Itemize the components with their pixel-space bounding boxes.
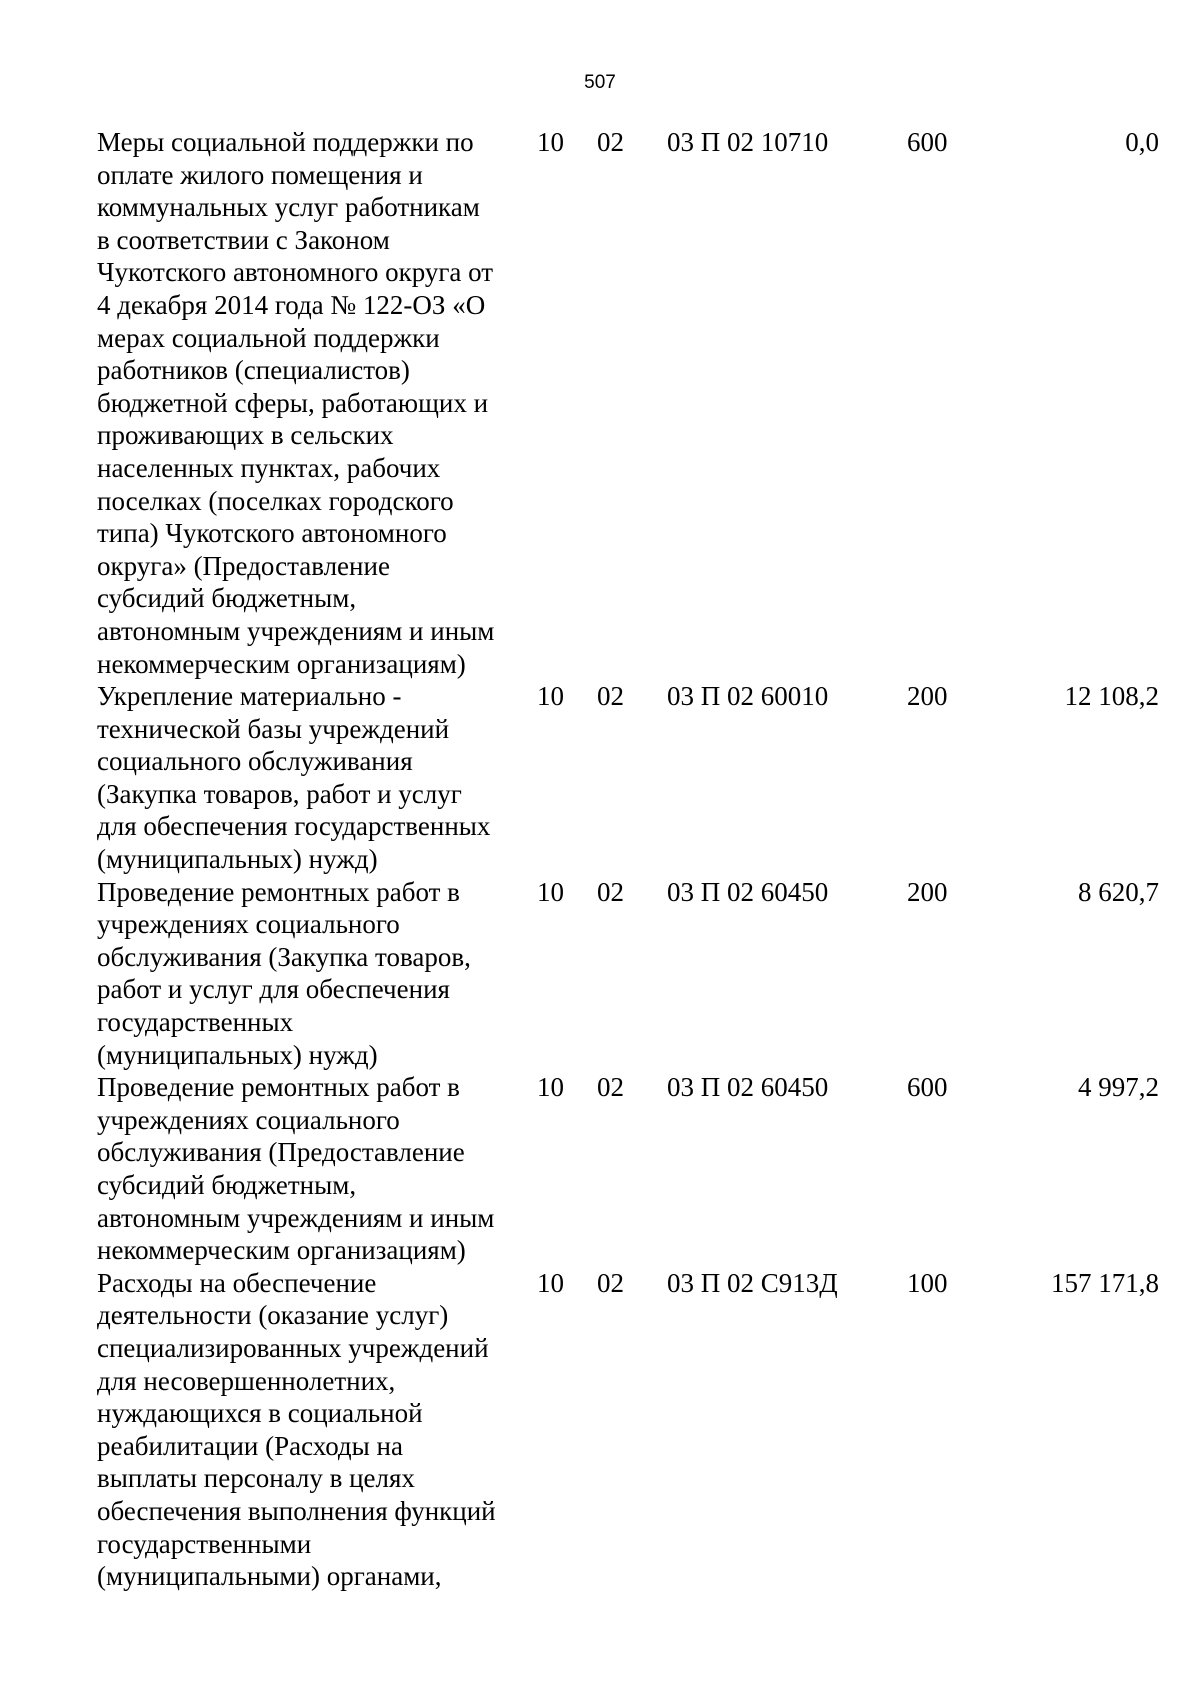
expense-name-line: работников (специалистов) bbox=[97, 355, 410, 386]
section-code: 10 bbox=[537, 876, 564, 907]
expense-type-code: 600 bbox=[907, 127, 948, 157]
expense-type-code: 600 bbox=[907, 1072, 948, 1103]
subsection-code: 02 bbox=[597, 681, 624, 712]
expense-name-line: нуждающихся в социальной bbox=[97, 1398, 423, 1429]
table-row bbox=[97, 1267, 1159, 1593]
subsection-code: 02 bbox=[597, 876, 624, 907]
expense-name-line: специализированных учреждений bbox=[97, 1332, 489, 1363]
expense-name-line: (Закупка товаров, работ и услуг bbox=[97, 778, 462, 809]
expense-name-line: оплате жилого помещения и bbox=[97, 159, 423, 190]
table-body bbox=[97, 126, 1159, 1593]
expense-name-line: учреждениях социального bbox=[97, 1104, 400, 1135]
target-article-code: 03 П 02 60010 bbox=[667, 681, 829, 712]
amount: 157 171,8 bbox=[1051, 1267, 1159, 1298]
target-article-code: 03 П 02 60450 bbox=[667, 876, 829, 907]
amount: 12 108,2 bbox=[1064, 681, 1159, 712]
expense-name-line: автономным учреждениям и иным bbox=[97, 1202, 495, 1233]
expense-name-line: социального обслуживания bbox=[97, 746, 413, 777]
expense-name-line: населенных пунктах, рабочих bbox=[97, 452, 441, 483]
expense-name-line: проживающих в сельских bbox=[97, 420, 394, 451]
expense-name bbox=[97, 680, 537, 876]
expense-name-line: технической базы учреждений bbox=[97, 713, 450, 744]
expense-name-line: обеспечения выполнения функций bbox=[97, 1495, 496, 1526]
expense-name bbox=[97, 1267, 537, 1593]
expense-name-line: Проведение ремонтных работ в bbox=[97, 876, 460, 907]
expense-name-line: государственных bbox=[97, 1007, 294, 1038]
expense-name-line: выплаты персоналу в целях bbox=[97, 1463, 415, 1494]
table-row bbox=[97, 876, 1159, 1072]
subsection-code: 02 bbox=[597, 1267, 624, 1298]
expense-name-line: (муниципальных) нужд) bbox=[97, 844, 378, 875]
page-number: 507 bbox=[584, 72, 616, 93]
section-code: 10 bbox=[537, 1267, 564, 1298]
expense-name-line: поселках (поселках городского bbox=[97, 485, 454, 516]
expense-name-line: реабилитации (Расходы на bbox=[97, 1430, 403, 1461]
expense-name bbox=[97, 1071, 537, 1267]
expense-name-line: работ и услуг для обеспечения bbox=[97, 974, 450, 1005]
expense-name-line: автономным учреждениям и иным bbox=[97, 615, 495, 646]
expense-name-line: в соответствии с Законом bbox=[97, 224, 390, 255]
amount: 4 997,2 bbox=[1078, 1072, 1159, 1103]
expense-name-line: некоммерческим организациям) bbox=[97, 1235, 466, 1266]
section-code: 10 bbox=[537, 681, 564, 712]
expense-name-line: деятельности (оказание услуг) bbox=[97, 1300, 449, 1331]
expense-name-line: Проведение ремонтных работ в bbox=[97, 1072, 460, 1103]
section-code: 10 bbox=[537, 1072, 564, 1103]
expense-name-line: мерах социальной поддержки bbox=[97, 322, 440, 353]
budget-table bbox=[97, 126, 1159, 1593]
expense-name-line: (муниципальными) органами, bbox=[97, 1561, 442, 1592]
expense-name bbox=[97, 126, 537, 680]
expense-name-line: учреждениях социального bbox=[97, 909, 400, 940]
expense-type-code: 100 bbox=[907, 1267, 948, 1298]
subsection-code: 02 bbox=[597, 127, 624, 157]
expense-name-line: для обеспечения государственных bbox=[97, 811, 491, 842]
target-article-code: 03 П 02 10710 bbox=[667, 127, 829, 157]
expense-name-line: Чукотского автономного округа от bbox=[97, 257, 494, 288]
expense-name-line: государственными bbox=[97, 1528, 312, 1559]
amount: 8 620,7 bbox=[1078, 876, 1159, 907]
expense-name-line: для несовершеннолетних, bbox=[97, 1365, 396, 1396]
expense-name-line: обслуживания (Закупка товаров, bbox=[97, 941, 471, 972]
amount: 0,0 bbox=[1125, 127, 1159, 157]
expense-name-line: (муниципальных) нужд) bbox=[97, 1039, 378, 1070]
expense-name-line: типа) Чукотского автономного bbox=[97, 518, 447, 549]
expense-name-line: субсидий бюджетным, bbox=[97, 583, 357, 614]
table-row bbox=[97, 680, 1159, 876]
subsection-code: 02 bbox=[597, 1072, 624, 1103]
expense-name-line: обслуживания (Предоставление bbox=[97, 1137, 465, 1168]
table-row bbox=[97, 126, 1159, 680]
expense-name-line: округа» (Предоставление bbox=[97, 550, 390, 581]
expense-name-line: бюджетной сферы, работающих и bbox=[97, 387, 489, 418]
expense-name bbox=[97, 876, 537, 1072]
table-row bbox=[97, 1071, 1159, 1267]
target-article-code: 03 П 02 60450 bbox=[667, 1072, 829, 1103]
expense-type-code: 200 bbox=[907, 681, 948, 712]
expense-name-line: некоммерческим организациям) bbox=[97, 648, 466, 679]
expense-name-line: субсидий бюджетным, bbox=[97, 1170, 357, 1200]
expense-name-line: Меры социальной поддержки по bbox=[97, 127, 474, 157]
section-code: 10 bbox=[537, 127, 564, 157]
expense-name-line: Укрепление материально - bbox=[97, 681, 402, 712]
expense-name-line: коммунальных услуг работникам bbox=[97, 192, 480, 223]
expense-name-line: 4 декабря 2014 года № 122-ОЗ «О bbox=[97, 289, 486, 320]
expense-type-code: 200 bbox=[907, 876, 948, 907]
target-article-code: 03 П 02 С913Д bbox=[667, 1267, 838, 1298]
expense-name-line: Расходы на обеспечение bbox=[97, 1267, 377, 1298]
